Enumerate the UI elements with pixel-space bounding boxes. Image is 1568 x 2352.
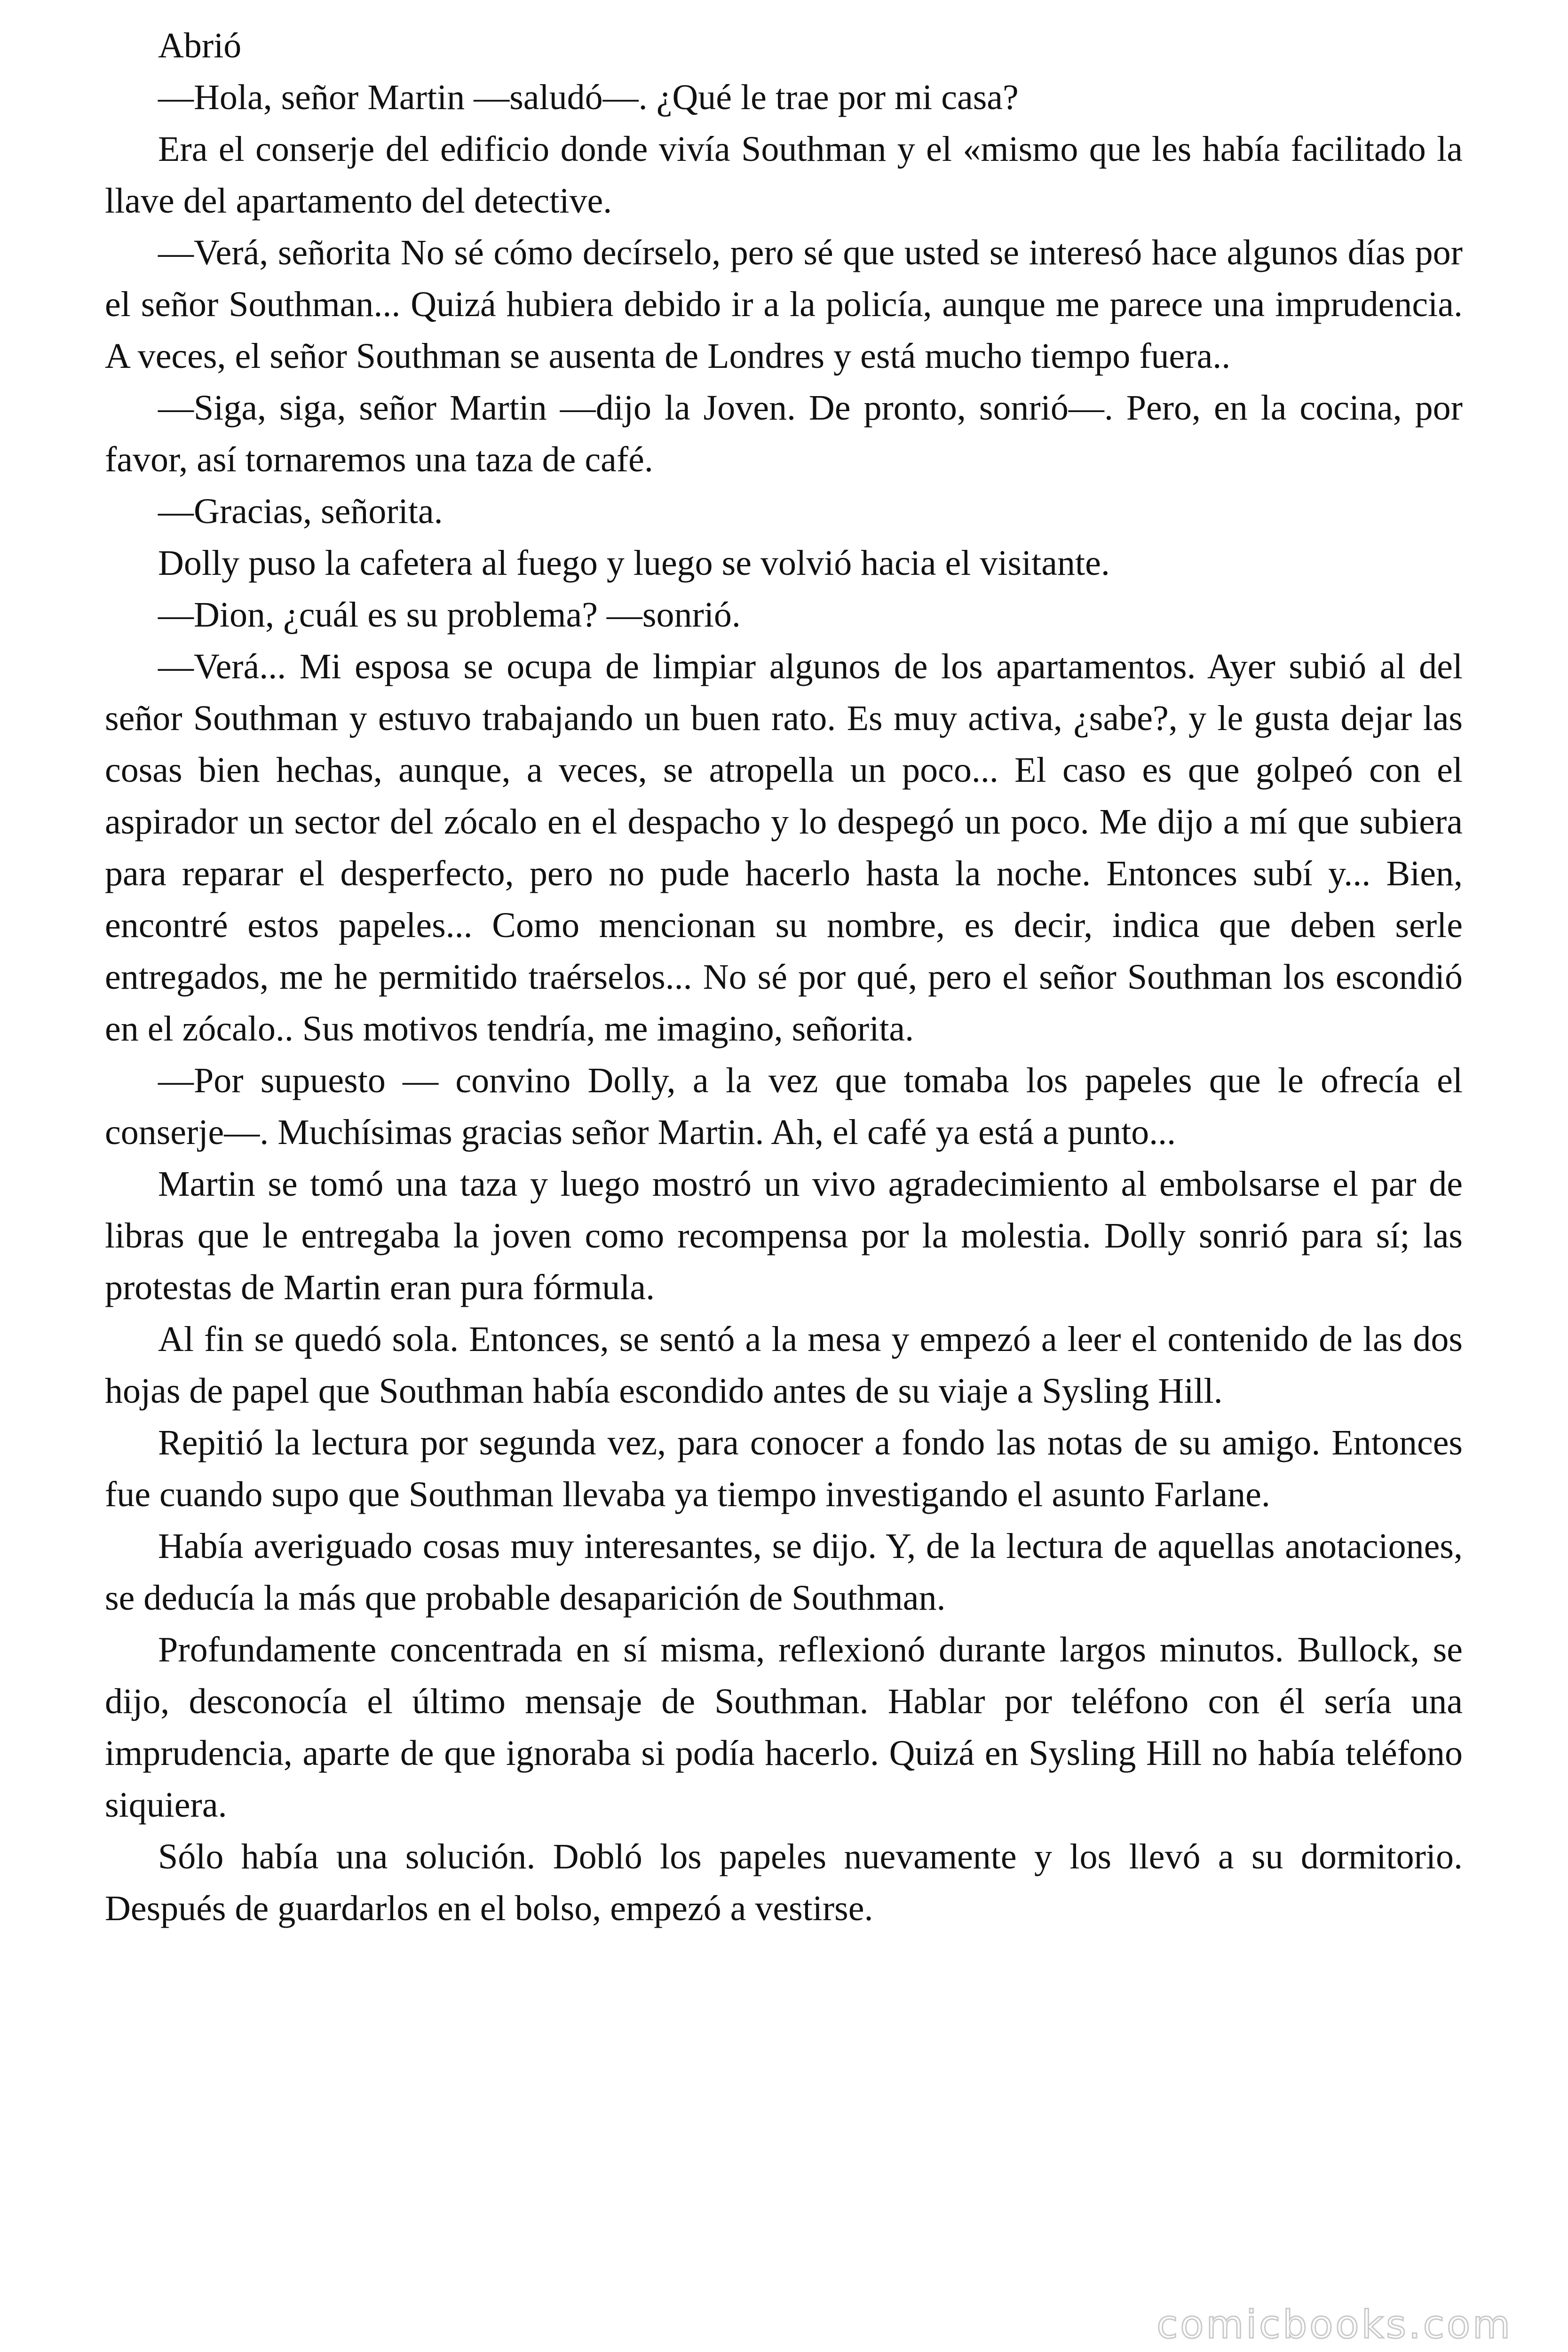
paragraph: —Siga, siga, señor Martin —dijo la Joven. De pronto, sonrió—. Pero, en la cocina, por favor, así tornaremos una taza de café. <box>105 388 1463 479</box>
paragraph: —Verá, señorita No sé cómo decírselo, pero sé que usted se interesó hace algunos días por el señor Southman... Quizá hubiera debido ir a la policía, aunque me parece una imprudencia. A veces, el señor Southman se ausenta de Londres y está mucho tiempo fuera.. <box>105 233 1463 376</box>
paragraph: —Por supuesto — convino Dolly, a la vez que tomaba los papeles que le ofrecía el conserje—. Muchísimas gracias señor Martin. Ah, el café ya está a punto... <box>105 1061 1463 1152</box>
paragraph: Al fin se quedó sola. Entonces, se sentó a la mesa y empezó a leer el contenido de las dos hojas de papel que Southman había escondido antes de su viaje a Sysling Hill. <box>105 1319 1463 1411</box>
paragraph: Sólo había una solución. Dobló los papeles nuevamente y los llevó a su dormitorio. Después de guardarlos en el bolso, empezó a vestirse. <box>105 1837 1463 1928</box>
paragraph: Profundamente concentrada en sí misma, reflexionó durante largos minutos. Bullock, se dijo, desconocía el último mensaje de Southman. Hablar por teléfono con él sería una imprudencia, aparte de que ignoraba si podía hacerlo. Quizá en Sysling Hill no había teléfono siquiera. <box>105 1630 1463 1825</box>
paragraph: Repitió la lectura por segunda vez, para conocer a fondo las notas de su amigo. Entonces fue cuando supo que Southman llevaba ya tiempo investigando el asunto Farlane. <box>105 1423 1463 1514</box>
paragraph: Dolly puso la cafetera al fuego y luego se volvió hacia el visitante. <box>158 543 1110 583</box>
paragraph: —Hola, señor Martin —saludó—. ¿Qué le trae por mi casa? <box>158 78 1019 117</box>
paragraph: —Gracias, señorita. <box>158 492 443 531</box>
watermark: comicbooks.com <box>1156 2303 1513 2347</box>
paragraph: —Verá... Mi esposa se ocupa de limpiar algunos de los apartamentos. Ayer subió al del señor Southman y estuvo trabajando un buen rato. Es muy activa, ¿sabe?, y le gusta dejar las cosas bien hechas, aunque, a veces, se atropella un poco... El caso es que golpeó con el aspirador un sector del zócalo en el despacho y lo despegó un poco. Me dijo a mí que subiera para reparar el desperfecto, pero no pude hacerlo hasta la noche. Entonces subí y... Bien, encontré estos papeles... Como mencionan su nombre, es decir, indica que deben serle entregados, me he permitido traérselos... No sé por qué, pero el señor Southman los escondió en el zócalo.. Sus motivos tendría, me imagino, señorita. <box>105 647 1463 1049</box>
paragraph: Abrió <box>158 26 242 65</box>
paragraph: Martin se tomó una taza y luego mostró un vivo agradecimiento al embolsarse el par de libras que le entregaba la joven como recompensa por la molestia. Dolly sonrió para sí; las protestas de Martin eran pura fórmula. <box>105 1164 1463 1307</box>
page-text <box>105 20 1463 1934</box>
paragraph: Era el conserje del edificio donde vivía Southman y el «mismo que les había facilitado la llave del apartamento del detective. <box>105 129 1463 221</box>
paragraph: —Dion, ¿cuál es su problema? —sonrió. <box>158 595 741 635</box>
paragraph: Había averiguado cosas muy interesantes, se dijo. Y, de la lectura de aquellas anotaciones, se deducía la más que probable desaparición de Southman. <box>105 1526 1463 1618</box>
